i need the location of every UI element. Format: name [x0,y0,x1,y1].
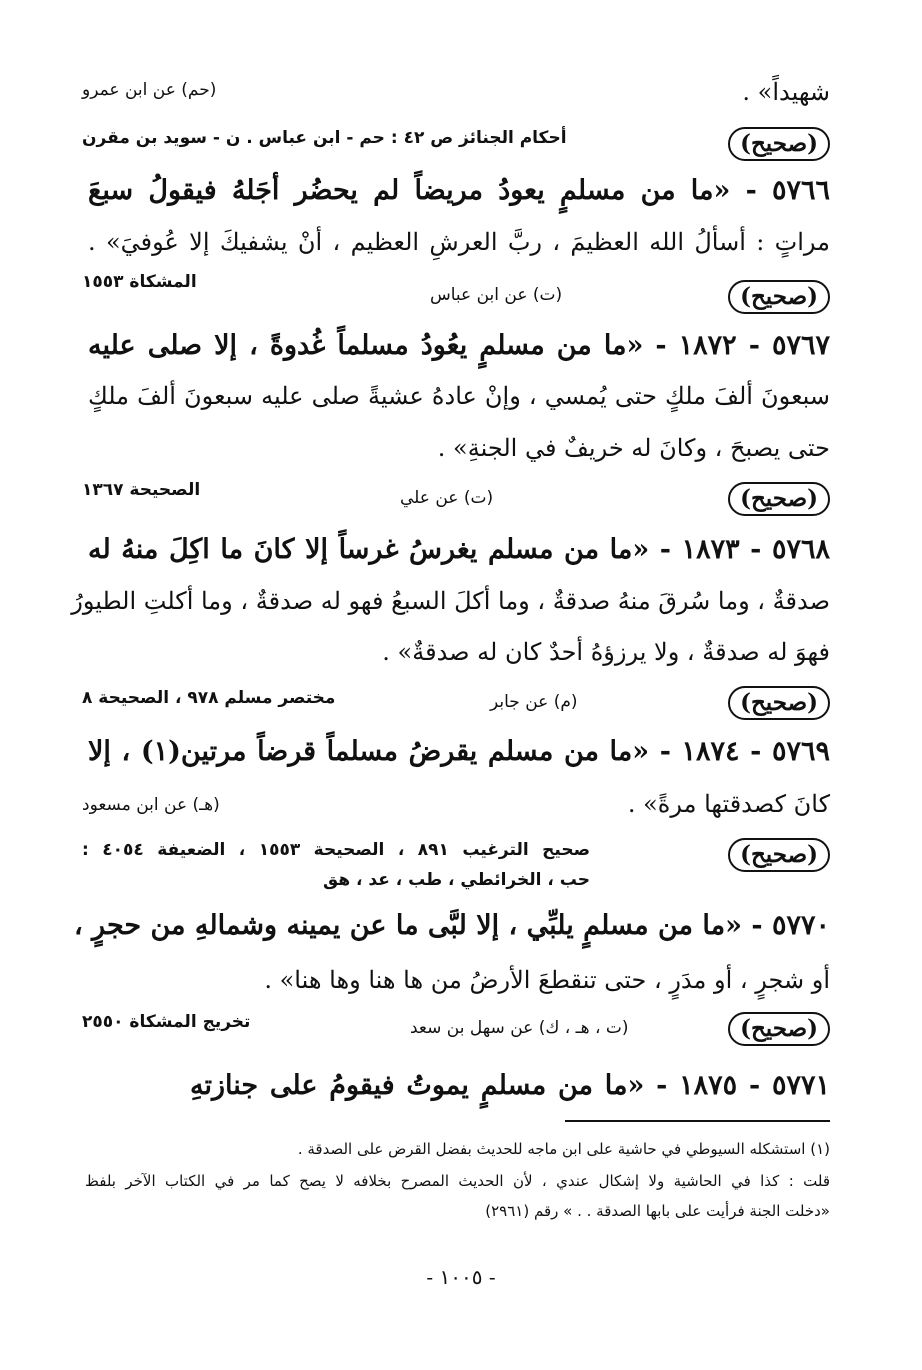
grade-badge: (صحيح) [728,1012,830,1046]
hadith-5768-line-3: فهوَ له صدقةٌ ، ولا يرزؤهُ أحدٌ كان له صدقةٌ» . [382,638,830,666]
hadith-5770-line-2: أو شجرٍ ، أو مدَرٍ ، حتى تنقطعَ الأرضُ من ها هنا وها هنا» . [264,966,830,994]
entry-ending-text: شهيداً» . [742,78,830,106]
grade-badge: (صحيح) [728,482,830,516]
source-attribution: (ت ، هـ ، ك) عن سهل بن سعد [410,1018,629,1038]
grade-badge: (صحيح) [728,127,830,161]
takhrij-reference: صحيح الترغيب ٨٩١ ، الصحيحة ١٥٥٣ ، الضعيفة ٤٠٥٤ : [82,840,590,860]
source-attribution: (حم) عن ابن عمرو [82,80,217,100]
hadith-5767-line-1: ٥٧٦٧ - ١٨٧٢ - «ما من مسلمٍ يعُودُ مسلماً غُدوةً ، إلا صلى عليه [88,330,830,361]
footnote-note: قلت : كذا في الحاشية ولا إشكال عندي ، لأن الحديث المصرح بخلافه لا يصح كما مر في الكتاب الآخر بلفظ [85,1172,830,1190]
footnote-1: (١) استشكله السيوطي في حاشية على ابن ماجه للحديث بفضل القرض على الصدقة . [297,1140,830,1158]
page-number: - ١٠٠٥ - [426,1265,496,1289]
footnote-note-continued: «دخلت الجنة فرأيت على بابها الصدقة . . » رقم (٢٩٦١) [485,1202,830,1220]
hadith-5769-line-1: ٥٧٦٩ - ١٨٧٤ - «ما من مسلم يقرضُ مسلماً قرضاً مرتين(١) ، إلا [88,736,830,767]
hadith-5768-line-1: ٥٧٦٨ - ١٨٧٣ - «ما من مسلم يغرسُ غرساً إلا كانَ ما اكِلَ منهُ له [88,534,830,565]
hadith-5766-line-1: ٥٧٦٦ - «ما من مسلمٍ يعودُ مريضاً لم يحضُر أجَلهُ فيقولُ سبعَ [88,175,830,206]
hadith-5767-line-3: حتى يصبحَ ، وكانَ له خريفٌ في الجنةِ» . [437,434,830,462]
hadith-5771-line-1: ٥٧٧١ - ١٨٧٥ - «ما من مسلمٍ يموتُ فيقومُ على جنازتهِ [190,1070,830,1101]
grade-badge: (صحيح) [728,686,830,720]
hadith-5767-line-2: سبعونَ ألفَ ملكٍ حتى يُمسي ، وإنْ عادهُ عشيةً صلى عليه سبعونَ ألفَ ملكٍ [88,382,830,410]
takhrij-reference: الصحيحة ١٣٦٧ [82,480,201,500]
takhrij-reference-continued: حب ، الخرائطي ، طب ، عد ، هق [323,870,590,890]
hadith-5770-line-1: ٥٧٧٠ - «ما من مسلمٍ يلبِّي ، إلا لبَّى ما عن يمينه وشمالهِ من حجرٍ ، [73,910,830,941]
source-attribution: (هـ) عن ابن مسعود [82,795,220,815]
source-attribution: (م) عن جابر [490,692,578,712]
grade-badge: (صحيح) [728,280,830,314]
takhrij-reference: مختصر مسلم ٩٧٨ ، الصحيحة ٨ [82,688,336,708]
source-attribution: (ت) عن ابن عباس [430,285,563,305]
hadith-5769-line-2: كانَ كصدقتها مرةً» . [627,790,830,818]
footnote-separator [565,1120,830,1122]
takhrij-reference: المشكاة ١٥٥٣ [82,272,197,292]
hadith-5766-line-2: مراتٍ : أسألُ الله العظيمَ ، ربَّ العرشِ العظيم ، أنْ يشفيكَ إلا عُوفيَ» . [88,228,830,256]
takhrij-reference: تخريج المشكاة ٢٥٥٠ [82,1012,251,1032]
source-attribution: (ت) عن علي [400,488,494,508]
grade-badge: (صحيح) [728,838,830,872]
takhrij-reference: أحكام الجنائز ص ٤٢ : حم - ابن عباس . ن - سويد بن مقرن [82,128,567,148]
hadith-5768-line-2: صدقةٌ ، وما سُرقَ منهُ صدقةٌ ، وما أكلَ السبعُ فهو له صدقةٌ ، وما أكلتِ الطيورُ [71,587,830,615]
